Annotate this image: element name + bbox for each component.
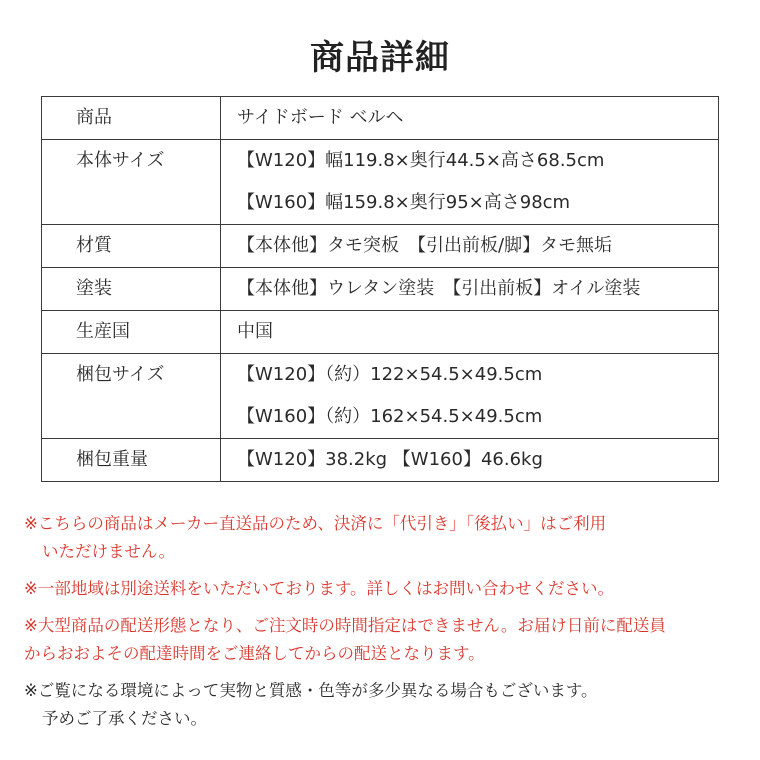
notes-section xyxy=(24,510,744,742)
table-row xyxy=(42,311,719,354)
note-delivery-time: ※大型商品の配送形態となり、ご注文時の時間指定はできません。お届け日前に配送員 からおおよその配達時間をご連絡してからの配送となります。 xyxy=(24,616,666,663)
table-row xyxy=(42,140,719,225)
row-value: 【本体他】ウレタン塗装 【引出前板】オイル塗装 xyxy=(221,268,719,311)
row-label: 生産国 xyxy=(42,311,221,354)
row-value: サイドボード ベルヘ xyxy=(221,97,719,140)
row-label: 梱包サイズ xyxy=(42,354,221,439)
note-color-disclaimer: ※ご覧になる環境によって実物と質感・色等が多少異なる場合もございます。 予めご了承ください。 xyxy=(24,681,598,728)
row-value: 【W120】幅119.8×奥行44.5×高さ68.5cm 【W160】幅159.8×奥行95×高さ98cm xyxy=(221,140,719,225)
row-value: 中国 xyxy=(221,311,719,354)
table-row xyxy=(42,97,719,140)
note-cod-restriction: ※こちらの商品はメーカー直送品のため、決済に「代引き」「後払い」はご利用 いただけません。 xyxy=(24,514,607,561)
table-row xyxy=(42,439,719,482)
row-label: 梱包重量 xyxy=(42,439,221,482)
page-title: 商品詳細 xyxy=(310,38,450,78)
row-value: 【W120】（約）122×54.5×49.5cm 【W160】（約）162×54.5×49.5cm xyxy=(221,354,719,439)
row-label: 商品 xyxy=(42,97,221,140)
row-label: 塗装 xyxy=(42,268,221,311)
row-value: 【W120】38.2kg 【W160】46.6kg xyxy=(221,439,719,482)
row-label: 本体サイズ xyxy=(42,140,221,225)
row-label: 材質 xyxy=(42,225,221,268)
row-value: 【本体他】タモ突板 【引出前板/脚】タモ無垢 xyxy=(221,225,719,268)
table-row xyxy=(42,225,719,268)
note-extra-shipping: ※一部地域は別途送料をいただいております。詳しくはお問い合わせください。 xyxy=(24,579,615,598)
table-row xyxy=(42,354,719,439)
table-row xyxy=(42,268,719,311)
spec-table xyxy=(41,96,719,482)
